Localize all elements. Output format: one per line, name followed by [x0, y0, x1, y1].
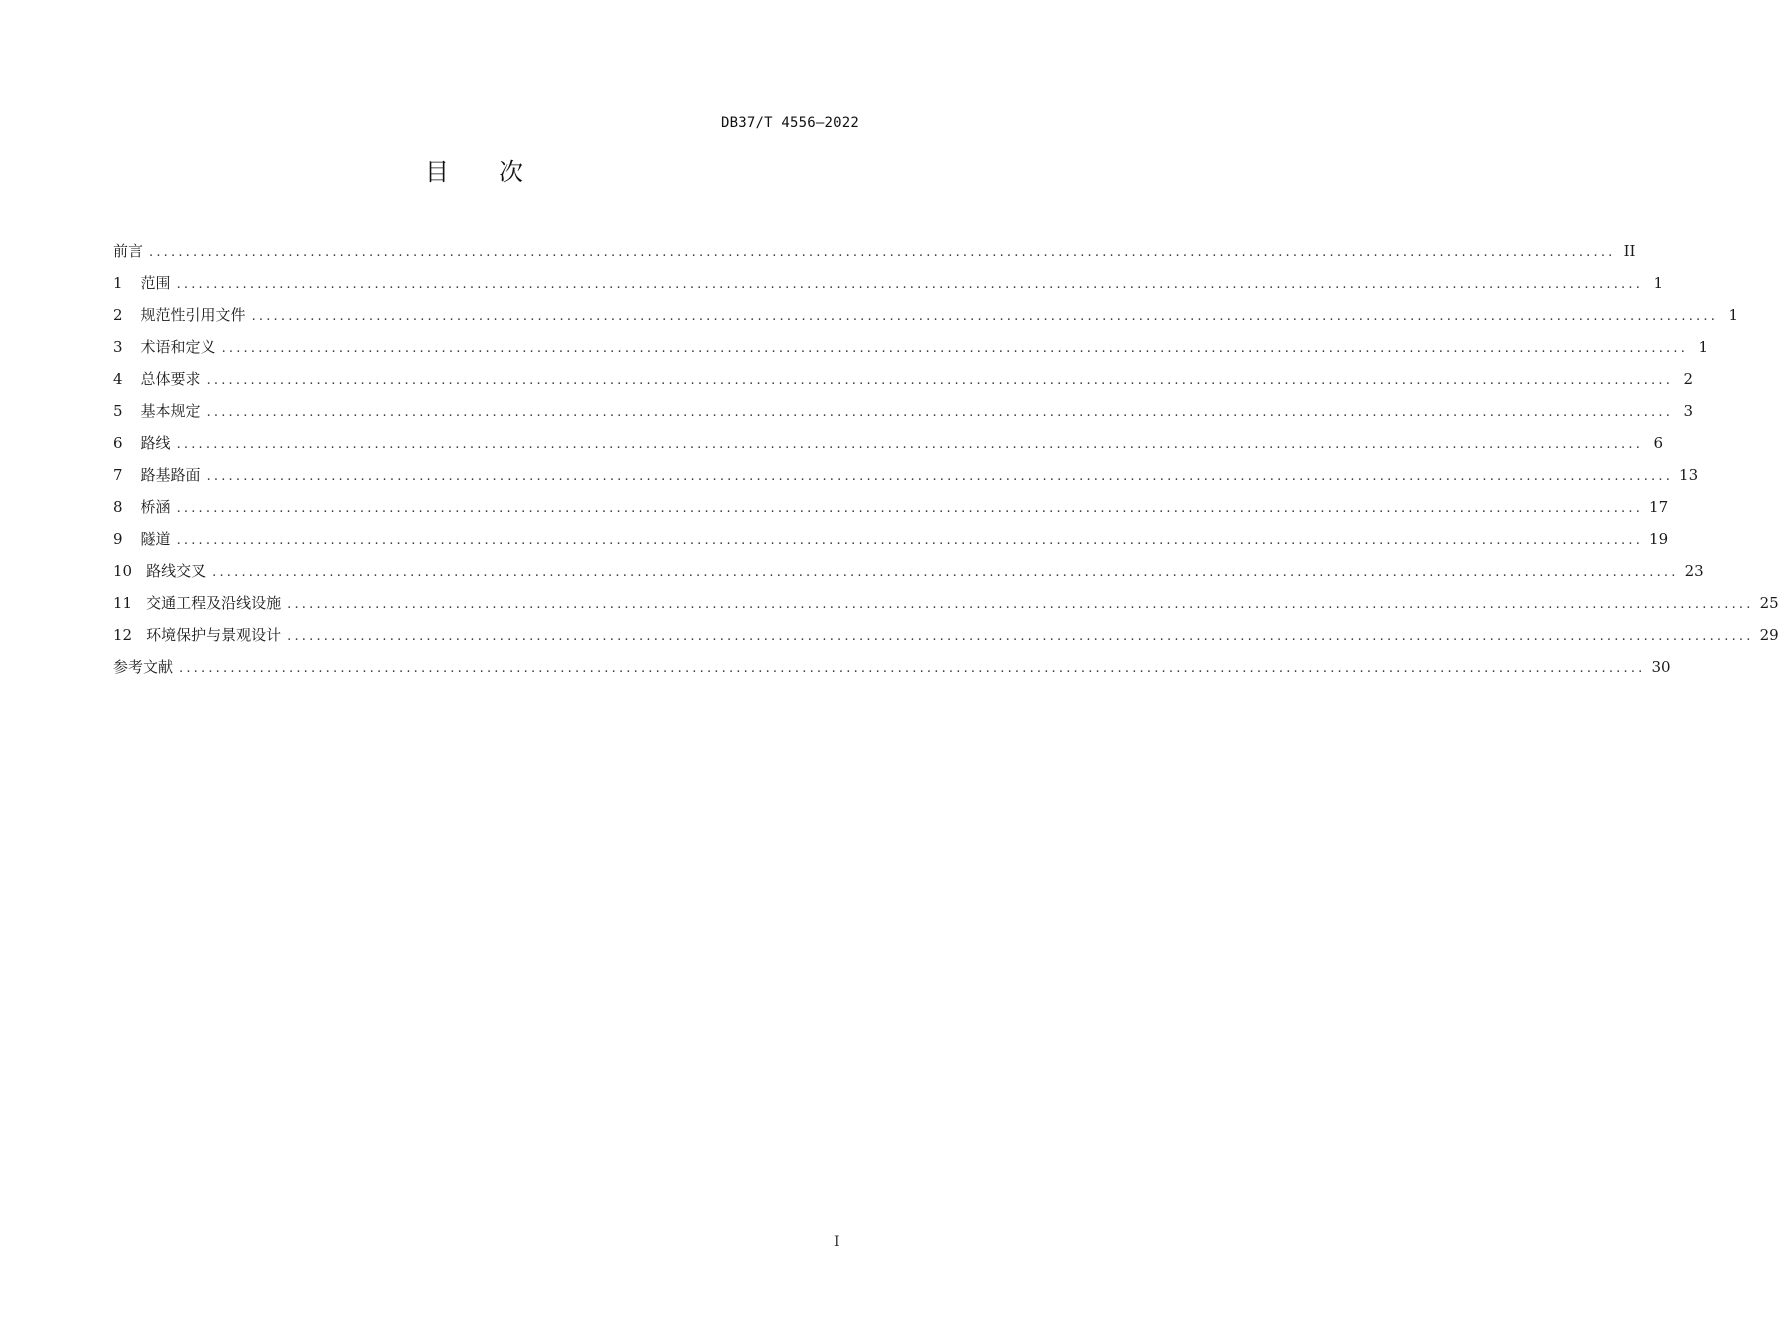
toc-entry-label: 隧道 — [140, 530, 171, 548]
toc-leader-dots: ........................................................................................................................................................................................................ — [179, 661, 1646, 676]
toc-entry-references[interactable] — [113, 654, 1671, 686]
toc-entry-3[interactable] — [113, 334, 1709, 366]
toc-leader-dots: ........................................................................................................................................................................................................ — [251, 309, 1719, 324]
toc-entry-page: 6 — [1653, 434, 1664, 452]
toc-entry-9[interactable] — [113, 526, 1669, 558]
toc-entry-page: 30 — [1651, 658, 1671, 676]
toc-entry-number: 2 — [113, 306, 123, 324]
toc-entry-label: 规范性引用文件 — [140, 306, 246, 324]
toc-entry-label: 桥涵 — [140, 498, 171, 516]
toc-entry-page: 25 — [1759, 594, 1779, 612]
toc-entry-2[interactable] — [113, 302, 1739, 334]
toc-entry-page: 3 — [1683, 402, 1694, 420]
page-number: I — [834, 1234, 840, 1250]
page-title-part-2: 次 — [499, 158, 525, 186]
toc-entry-page: II — [1623, 242, 1636, 260]
table-of-contents — [113, 238, 1779, 686]
toc-entry-11[interactable] — [113, 590, 1779, 622]
toc-leader-dots: ........................................................................................................................................................................................................ — [221, 341, 1689, 356]
toc-entry-page: 13 — [1679, 466, 1699, 484]
toc-entry-page: 1 — [1728, 306, 1739, 324]
toc-entry-7[interactable] — [113, 462, 1699, 494]
toc-entry-number: 6 — [113, 434, 123, 452]
page-title-part-1: 目 — [425, 158, 451, 186]
toc-entry-number: 9 — [113, 530, 123, 548]
toc-entry-number: 8 — [113, 498, 123, 516]
toc-entry-label: 路线 — [140, 434, 171, 452]
toc-entry-1[interactable] — [113, 270, 1664, 302]
toc-entry-8[interactable] — [113, 494, 1669, 526]
toc-leader-dots: ........................................................................................................................................................................................................ — [287, 629, 1754, 644]
toc-entry-number: 3 — [113, 338, 123, 356]
toc-leader-dots: ........................................................................................................................................................................................................ — [176, 501, 1644, 516]
toc-entry-number: 10 — [113, 562, 133, 580]
toc-entry-number: 11 — [113, 594, 133, 612]
toc-entry-6[interactable] — [113, 430, 1664, 462]
toc-entry-number: 4 — [113, 370, 123, 388]
toc-entry-label: 术语和定义 — [140, 338, 216, 356]
page-title — [0, 152, 950, 187]
toc-entry-label: 交通工程及沿线设施 — [146, 594, 282, 612]
toc-entry-number: 12 — [113, 626, 133, 644]
toc-entry-number: 7 — [113, 466, 123, 484]
toc-entry-page: 1 — [1698, 338, 1709, 356]
toc-entry-label: 基本规定 — [140, 402, 201, 420]
toc-entry-label: 参考文献 — [113, 658, 174, 676]
toc-entry-12[interactable] — [113, 622, 1779, 654]
toc-entry-page: 23 — [1684, 562, 1704, 580]
toc-leader-dots: ........................................................................................................................................................................................................ — [206, 373, 1674, 388]
toc-entry-label: 路线交叉 — [146, 562, 207, 580]
toc-leader-dots: ........................................................................................................................................................................................................ — [212, 565, 1679, 580]
toc-entry-10[interactable] — [113, 558, 1704, 590]
toc-entry-label: 总体要求 — [140, 370, 201, 388]
toc-entry-page: 29 — [1759, 626, 1779, 644]
toc-entry-label: 范围 — [140, 274, 171, 292]
toc-leader-dots: ........................................................................................................................................................................................................ — [176, 437, 1644, 452]
toc-leader-dots: ........................................................................................................................................................................................................ — [206, 469, 1674, 484]
toc-entry-label: 前言 — [113, 242, 144, 260]
toc-entry-page: 1 — [1653, 274, 1664, 292]
toc-entry-4[interactable] — [113, 366, 1694, 398]
toc-entry-page: 17 — [1649, 498, 1669, 516]
toc-leader-dots: ........................................................................................................................................................................................................ — [149, 245, 1616, 260]
toc-entry-foreword[interactable] — [113, 238, 1636, 270]
toc-leader-dots: ........................................................................................................................................................................................................ — [176, 533, 1644, 548]
toc-entry-label: 路基路面 — [140, 466, 201, 484]
toc-leader-dots: ........................................................................................................................................................................................................ — [176, 277, 1644, 292]
toc-entry-number: 1 — [113, 274, 123, 292]
toc-entry-number: 5 — [113, 402, 123, 420]
toc-leader-dots: ........................................................................................................................................................................................................ — [206, 405, 1674, 420]
toc-entry-page: 19 — [1649, 530, 1669, 548]
toc-leader-dots: ........................................................................................................................................................................................................ — [287, 597, 1754, 612]
toc-entry-page: 2 — [1683, 370, 1694, 388]
toc-entry-5[interactable] — [113, 398, 1694, 430]
toc-entry-label: 环境保护与景观设计 — [146, 626, 282, 644]
document-code: DB37/T 4556—2022 — [720, 115, 859, 131]
